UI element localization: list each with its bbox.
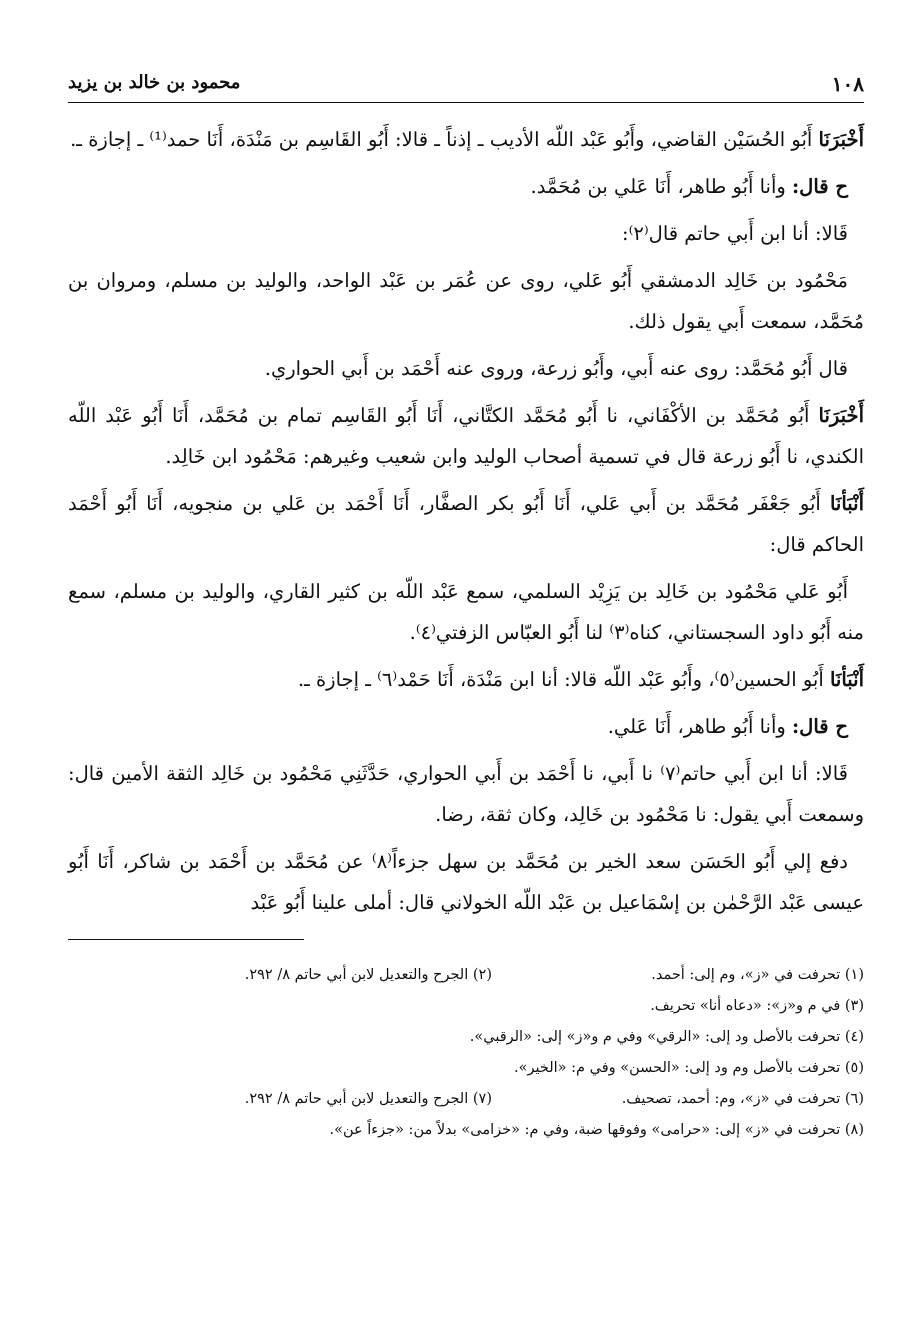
footnote: (٧) الجرح والتعديل لابن أبي حاتم ٨/ ٢٩٢. (244, 1091, 492, 1107)
paragraph (68, 483, 864, 565)
page-number: ١٠٨ (831, 72, 864, 96)
footnote-divider (68, 939, 304, 940)
running-title: محمود بن خالد بن يزيد (68, 72, 241, 93)
footnote-row (68, 960, 864, 991)
footnote-row (68, 1084, 864, 1115)
document-page (68, 68, 864, 1308)
footnote: (٨) تحرفت في «ز» إلى: «حرامى» وفوقها ضبة، وفي م: «خزامى» بدلاً من: «جزءاً عن». (329, 1122, 864, 1138)
paragraph (68, 571, 864, 653)
paragraph (68, 348, 864, 389)
paragraph-text: أَبُو الحسين⁽٥⁾، وأَبُو عَبْد اللّه قالا: أنا ابن مَنْدَة، أَنَا حَمْد⁽٦⁾ ـ إجازة ـ. (297, 668, 830, 691)
paragraph-text: قَالا: أنا ابن أَبي حاتم قال⁽٢⁾: (622, 222, 848, 245)
paragraph-text: وأنا أَبُو طاهر، أَنَا عَلي بن مُحَمَّد. (530, 175, 792, 198)
footnote-row (68, 991, 864, 1022)
paragraph-text: أَبُو الحُسَيْن القاضي، وأَبُو عَبْد اللّه الأديب ـ إذناً ـ قالا: أَبُو القَاسِم بن مَنْدَة، أَنَا حمد⁽¹⁾ ـ إجازة ـ. (70, 128, 819, 151)
footnote-row (68, 1115, 864, 1146)
paragraph (68, 659, 864, 700)
paragraph-text: قال أَبُو مُحَمَّد: روى عنه أَبي، وأَبُو زرعة، وروى عنه أَحْمَد بن أَبي الحواري. (264, 357, 848, 380)
footnote: (٦) تحرفت في «ز»، وم: أحمد، تصحيف. (621, 1091, 864, 1107)
paragraph-text: وأنا أَبُو طاهر، أَنَا عَلي. (607, 715, 792, 738)
footnote: (١) تحرفت في «ز»، وم إلى: أحمد. (651, 967, 864, 983)
paragraph-text: مَحْمُود بن خَالِد الدمشقي أَبُو عَلي، روى عن عُمَر بن عَبْد الواحد، والوليد بن مسلم، ومروان بن مُحَمَّد، سمعت أَبي يقول ذلك. (68, 269, 864, 333)
body-text (68, 119, 864, 923)
paragraph (68, 753, 864, 835)
footnote: (٤) تحرفت بالأصل ود إلى: «الرقي» وفي م و«ز» إلى: «الرقبي». (469, 1029, 864, 1045)
paragraph-text: أَبُو جَعْفَر مُحَمَّد بن أَبي عَلي، أَنَا أَبُو بكر الصفَّار، أَنَا أَحْمَد بن عَلي بن منجويه، أَنَا أَبُو أَحْمَد الحاكم قال: (68, 492, 864, 556)
paragraph-lead: أَنْبَأنَا (829, 492, 864, 515)
paragraph-text: أَبُو مُحَمَّد بن الأكْفَاني، نا أَبُو مُحَمَّد الكتَّاني، أَنَا أَبُو القَاسِم تمام بن مُحَمَّد، أَنَا أَبُو عَبْد اللّه الكندي، نا أَبُو زرعة قال في تسمية أصحاب الوليد وابن شعيب وغيرهم: مَحْمُود ابن خَالِد. (68, 404, 864, 468)
paragraph-lead: أَخْبَرَنَا (818, 404, 864, 427)
paragraph-lead: أَنْبَأنَا (829, 668, 864, 691)
paragraph-text: أَبُو عَلي مَحْمُود بن خَالِد بن يَزِيْد السلمي، سمع عَبْد اللّه بن كثير القاري، والوليد بن مسلم، سمع منه أَبُو داود السجستاني، كناه⁽٣⁾ لنا أَبُو العبّاس الزفتي⁽٤⁾. (68, 580, 864, 644)
paragraph (68, 706, 864, 747)
footnotes (68, 960, 864, 1146)
paragraph (68, 119, 864, 160)
footnote: (٣) في م و«ز»: «دعاه أنا» تحريف. (650, 998, 864, 1014)
footnote-row (68, 1022, 864, 1053)
footnote: (٢) الجرح والتعديل لابن أبي حاتم ٨/ ٢٩٢. (244, 967, 492, 983)
paragraph-text: دفع إلي أَبُو الحَسَن سعد الخير بن مُحَمَّد بن سهل جزءاً⁽٨⁾ عن مُحَمَّد بن أَحْمَد بن شاكر، أَنَا أَبُو عيسى عَبْد الرَّحْمٰن بن إسْمَاعيل بن عَبْد اللّه الخولاني قال: أملى علينا أَبُو عَبْد (68, 850, 864, 914)
footnote: (٥) تحرفت بالأصل وم ود إلى: «الحسن» وفي م: «الخير». (514, 1060, 864, 1076)
paragraph (68, 841, 864, 923)
paragraph (68, 213, 864, 254)
paragraph-lead: أَخْبَرَنَا (818, 128, 864, 151)
paragraph (68, 166, 864, 207)
paragraph-lead: ح قال: (791, 175, 848, 198)
paragraph (68, 395, 864, 477)
paragraph-text: قَالا: أنا ابن أَبي حاتم⁽٧⁾ نا أَبي، نا أَحْمَد بن أَبي الحواري، حَدَّثَنِي مَحْمُود بن خَالِد الثقة الأمين قال: وسمعت أَبي يقول: نا مَحْمُود بن خَالِد، وكان ثقة، رضا. (68, 762, 864, 826)
footnote-row (68, 1053, 864, 1084)
paragraph-lead: ح قال: (791, 715, 848, 738)
paragraph (68, 260, 864, 342)
running-header (68, 68, 864, 103)
